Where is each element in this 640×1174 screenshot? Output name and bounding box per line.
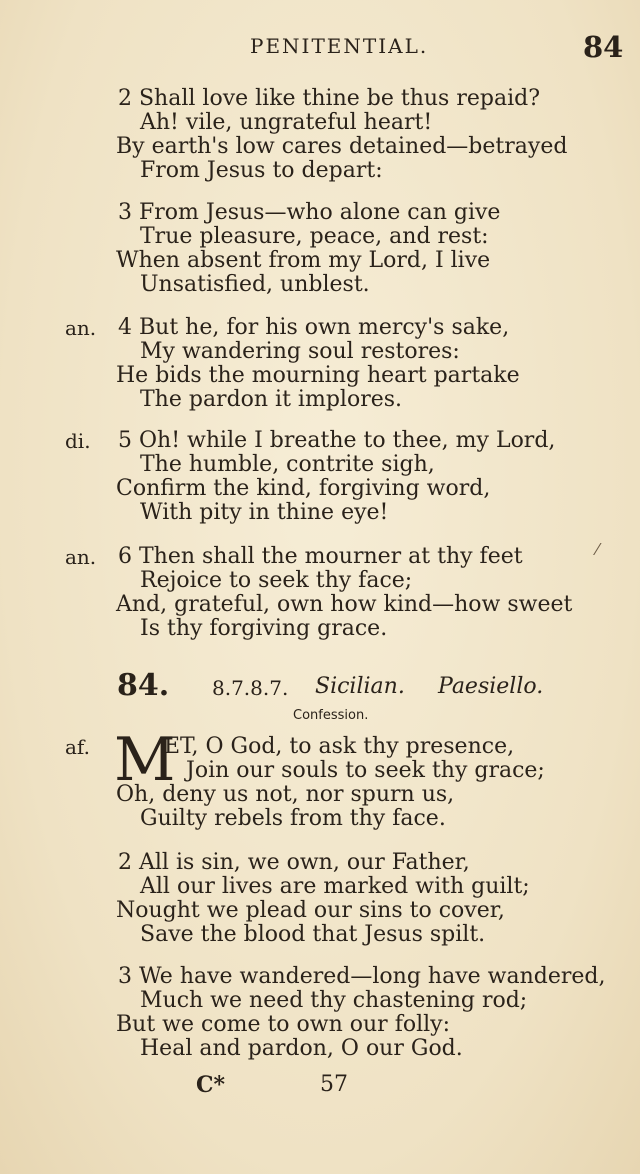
verse-line: 6 Then shall the mourner at thy feet	[118, 544, 523, 569]
verse-line: My wandering soul restores:	[140, 339, 460, 364]
footer-number: 57	[320, 1072, 348, 1097]
verse-line: Is thy forgiving grace.	[140, 616, 388, 641]
hymn-heading	[0, 668, 640, 706]
verse-line: All our lives are marked with guilt;	[140, 874, 530, 899]
page-number: 84	[583, 30, 624, 64]
hymn-number: 84.	[117, 668, 170, 703]
verse-line: Rejoice to seek thy face;	[140, 568, 413, 593]
verse-line: Confirm the kind, forgiving word,	[116, 476, 491, 501]
dynamic-mark: af.	[65, 735, 90, 759]
page-header	[0, 30, 640, 70]
verse-line: Heal and pardon, O our God.	[140, 1036, 463, 1061]
verse-line: 5 Oh! while I breathe to thee, my Lord,	[118, 428, 556, 453]
dynamic-mark: an.	[65, 545, 97, 569]
dynamic-mark: di.	[65, 429, 91, 453]
verse-line: By earth's low cares detained—betrayed	[116, 134, 568, 159]
page-footer	[0, 1072, 640, 1102]
verse-line: True pleasure, peace, and rest:	[140, 224, 489, 249]
verse-line: When absent from my Lord, I live	[116, 248, 491, 273]
verse-line: 4 But he, for his own mercy's sake,	[118, 315, 510, 340]
verse-line: 2 Shall love like thine be thus repaid?	[118, 86, 540, 111]
verse-line: ET, O God, to ask thy presence,	[164, 734, 515, 759]
verse-line: Unsatisfied, unblest.	[140, 272, 370, 297]
verse-line: But we come to own our folly:	[116, 1012, 450, 1037]
verse-line: 3 We have wandered—long have wandered,	[118, 964, 606, 989]
hymn-tune: Sicilian.	[315, 674, 405, 699]
running-title: PENITENTIAL.	[250, 34, 429, 58]
verse-line: 2 All is sin, we own, our Father,	[118, 850, 470, 875]
verse-line: The humble, contrite sigh,	[140, 452, 435, 477]
verse-line: Much we need thy chastening rod;	[140, 988, 528, 1013]
dynamic-mark: an.	[65, 316, 97, 340]
hymn-subject: Confession.	[293, 708, 369, 723]
signature-mark: C*	[196, 1072, 226, 1098]
verse-line: Nought we plead our sins to cover,	[116, 898, 505, 923]
verse-line: Oh, deny us not, nor spurn us,	[116, 782, 455, 807]
drop-cap: M	[114, 725, 176, 795]
verse-line: With pity in thine eye!	[140, 500, 389, 525]
paper-speck: ⁄	[596, 540, 599, 559]
verse-line: Guilty rebels from thy face.	[140, 806, 446, 831]
verse-line: 3 From Jesus—who alone can give	[118, 200, 501, 225]
verse-line: From Jesus to depart:	[140, 158, 383, 183]
verse-line: Join our souls to seek thy grace;	[186, 758, 545, 783]
verse-line: The pardon it implores.	[140, 387, 403, 412]
verse-line: Ah! vile, ungrateful heart!	[140, 110, 433, 135]
verse-line: And, grateful, own how kind—how sweet	[116, 592, 573, 617]
hymn-composer: Paesiello.	[438, 674, 544, 699]
verse-line: Save the blood that Jesus spilt.	[140, 922, 486, 947]
verse-line: He bids the mourning heart partake	[116, 363, 520, 388]
hymn-meter: 8.7.8.7.	[212, 676, 289, 700]
